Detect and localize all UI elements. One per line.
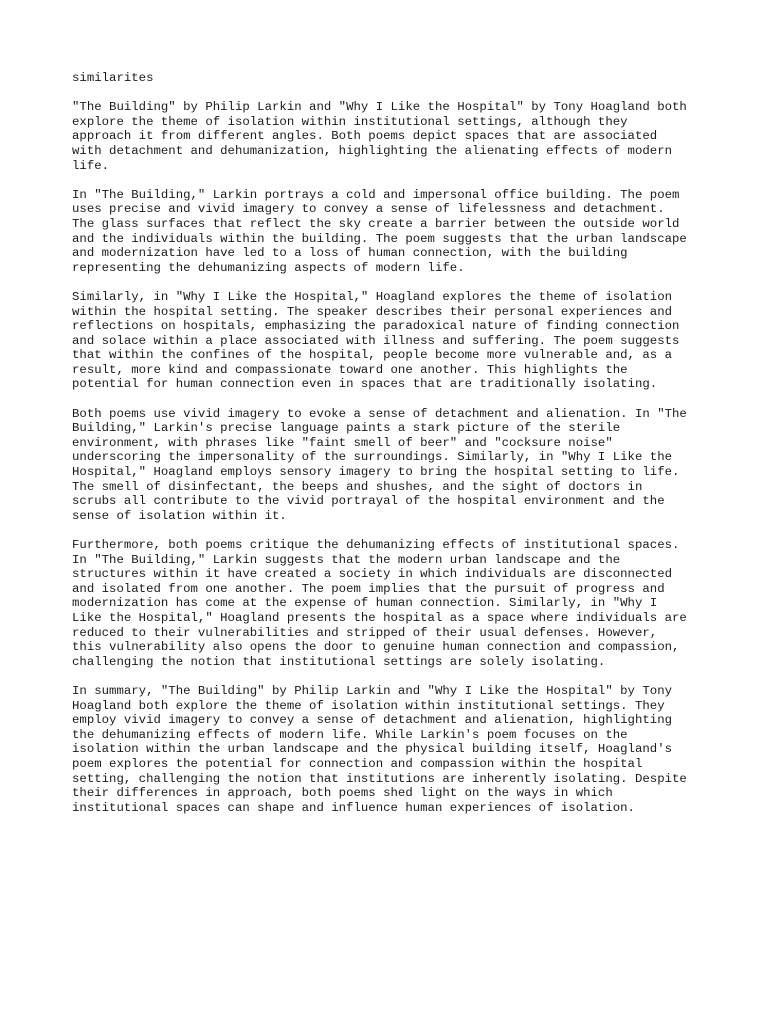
text-line: Furthermore, both poems critique the dehumanizing effects of institutional spaces. (72, 538, 680, 552)
text-line: setting, challenging the notion that institutions are inherently isolating. Despite (72, 771, 687, 786)
text-line: approach it from different angles. Both poems depict spaces that are associated (72, 129, 658, 144)
text-line: reflections on hospitals, emphasizing the paradoxical nature of finding connection (72, 319, 680, 334)
text-line: and solace within a place associated with illness and suffering. The poem suggests (72, 333, 680, 348)
text-line: challenging the notion that institutional settings are solely isolating. (72, 654, 606, 669)
text-line: Both poems use vivid imagery to evoke a sense of detachment and alienation. In "The (72, 406, 687, 421)
text-line: Building," Larkin's precise language paints a stark picture of the sterile (72, 421, 621, 436)
text-line: The smell of disinfectant, the beeps and shushes, and the sight of doctors in (72, 479, 643, 494)
text-line: institutional spaces can shape and influence human experiences of isolation. (72, 800, 635, 815)
text-line: the dehumanizing effects of modern life. While Larkin's poem focuses on the (72, 727, 628, 742)
text-line: Similarly, in "Why I Like the Hospital," Hoagland explores the theme of isolation (72, 289, 673, 304)
text-line: with detachment and dehumanization, highlighting the alienating effects of modern (72, 143, 673, 158)
text-line: and modernization have led to a loss of human connection, with the building (72, 246, 628, 261)
text-line: underscoring the impersonality of the surroundings. Similarly, in "Why I Like the (72, 450, 673, 465)
text-line: explore the theme of isolation within institutional settings, although they (72, 114, 628, 129)
text-line: environment, with phrases like "faint smell of beer" and "cocksure noise" (72, 435, 613, 450)
text-line: In "The Building," Larkin portrays a cold and impersonal office building. The poem (72, 187, 680, 202)
paragraph (72, 538, 712, 669)
text-line: structures within it have created a society in which individuals are disconnected (72, 567, 673, 582)
text-line: employ vivid imagery to convey a sense of detachment and alienation, highlighting (72, 713, 673, 728)
text-line: "The Building" by Philip Larkin and "Why I Like the Hospital" by Tony Hoagland both (72, 100, 687, 115)
document-page (72, 71, 712, 830)
text-line: Hospital," Hoagland employs sensory imagery to bring the hospital setting to life. (72, 465, 680, 480)
text-line: In "The Building," Larkin suggests that the modern urban landscape and the (72, 552, 621, 567)
text-line: and the individuals within the building. The poem suggests that the urban landscape (72, 231, 687, 246)
text-line: In summary, "The Building" by Philip Larkin and "Why I Like the Hospital" by Tony (72, 683, 673, 698)
paragraph (72, 407, 712, 524)
text-line: sense of isolation within it. (72, 508, 287, 523)
text-line: and isolated from one another. The poem implies that the pursuit of progress and (72, 581, 665, 596)
paragraph (72, 684, 712, 815)
document-heading: similarites (72, 71, 154, 85)
text-line: their differences in approach, both poems shed light on the ways in which (72, 786, 613, 801)
text-line: isolation within the urban landscape and the physical building itself, Hoagland's (72, 742, 673, 757)
text-line: The glass surfaces that reflect the sky create a barrier between the outside world (72, 216, 680, 231)
text-line: result, more kind and compassionate toward one another. This highlights the (72, 362, 628, 377)
text-line: poem explores the potential for connection and compassion within the hospital (72, 756, 643, 771)
document-body (72, 100, 712, 815)
text-line: within the hospital setting. The speaker describes their personal experiences and (72, 304, 673, 319)
paragraph (72, 100, 712, 173)
text-line: Like the Hospital," Hoagland presents the hospital as a space where individuals are (72, 610, 687, 625)
text-line: reduced to their vulnerabilities and stripped of their usual defenses. However, (72, 625, 658, 640)
paragraph (72, 290, 712, 392)
text-line: that within the confines of the hospital, people become more vulnerable and, as a (72, 348, 673, 363)
text-line: this vulnerability also opens the door to genuine human connection and compassion, (72, 640, 680, 655)
text-line: scrubs all contribute to the vivid portrayal of the hospital environment and the (72, 494, 665, 509)
text-line: Hoagland both explore the theme of isolation within institutional settings. They (72, 698, 665, 713)
text-line: potential for human connection even in spaces that are traditionally isolating. (72, 377, 658, 392)
text-line: uses precise and vivid imagery to convey a sense of lifelessness and detachment. (72, 202, 665, 217)
text-line: life. (72, 158, 110, 173)
text-line: representing the dehumanizing aspects of modern life. (72, 260, 465, 275)
paragraph (72, 188, 712, 276)
text-line: modernization has come at the expense of human connection. Similarly, in "Why I (72, 596, 658, 611)
